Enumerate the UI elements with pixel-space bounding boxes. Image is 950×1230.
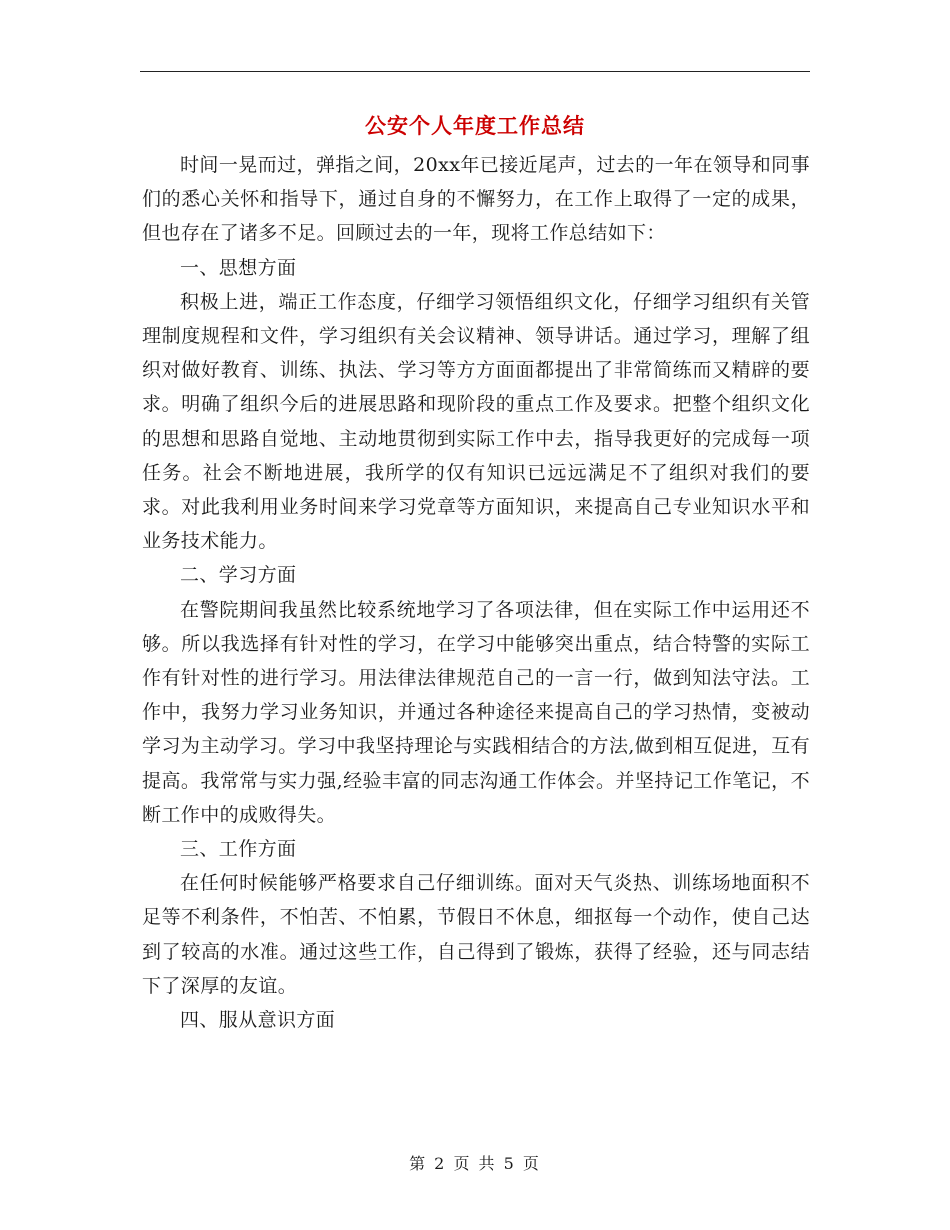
section-paragraph-study: 在警院期间我虽然比较系统地学习了各项法律，但在实际工作中运用还不够。所以我选择有针对性的学习，在学习中能够突出重点，结合特警的实际工作有针对性的进行学习。用法律法律规范自己的一言一行，做到知法守法。工作中，我努力学习业务知识，并通过各种途径来提高自己的学习热情，变被动学习为主动学习。学习中我坚持理论与实践相结合的方法,做到相互促进，互有提高。我常常与实力强,经验丰富的同志沟通工作体会。并坚持记工作笔记，不断工作中的成败得失。 [142, 598, 810, 826]
section-heading-thought: 一、思想方面 [180, 256, 297, 279]
section-heading-study: 二、学习方面 [180, 564, 297, 587]
header-rule [140, 71, 810, 72]
section-heading-obedience: 四、服从意识方面 [180, 1009, 336, 1032]
page-number: 第 2 页 共 5 页 [409, 1154, 541, 1173]
document-body [142, 148, 810, 1037]
document-title: 公安个人年度工作总结 [365, 113, 585, 138]
section-heading-work: 三、工作方面 [180, 838, 297, 861]
section-paragraph-thought: 积极上进，端正工作态度，仔细学习领悟组织文化，仔细学习组织有关管理制度规程和文件，学习组织有关会议精神、领导讲话。通过学习，理解了组织对做好教育、训练、执法、学习等方方面面都提出了非常简练而又精辟的要求。明确了组织今后的进展思路和现阶段的重点工作及要求。把整个组织文化的思想和思路自觉地、主动地贯彻到实际工作中去，指导我更好的完成每一项任务。社会不断地进展，我所学的仅有知识已远远满足不了组织对我们的要求。对此我利用业务时间来学习党章等方面知识，来提高自己专业知识水平和业务技术能力。 [142, 290, 810, 553]
intro-paragraph: 时间一晃而过，弹指之间，20xx年已接近尾声，过去的一年在领导和同事们的悉心关怀和指导下，通过自身的不懈努力，在工作上取得了一定的成果，但也存在了诸多不足。回顾过去的一年，现将工作总结如下： [142, 154, 810, 245]
section-paragraph-work: 在任何时候能够严格要求自己仔细训练。面对天气炎热、训练场地面积不足等不利条件，不怕苦、不怕累，节假日不休息，细抠每一个动作，使自己达到了较高的水准。通过这些工作，自己得到了锻炼，获得了经验，还与同志结下了深厚的友谊。 [142, 872, 810, 997]
